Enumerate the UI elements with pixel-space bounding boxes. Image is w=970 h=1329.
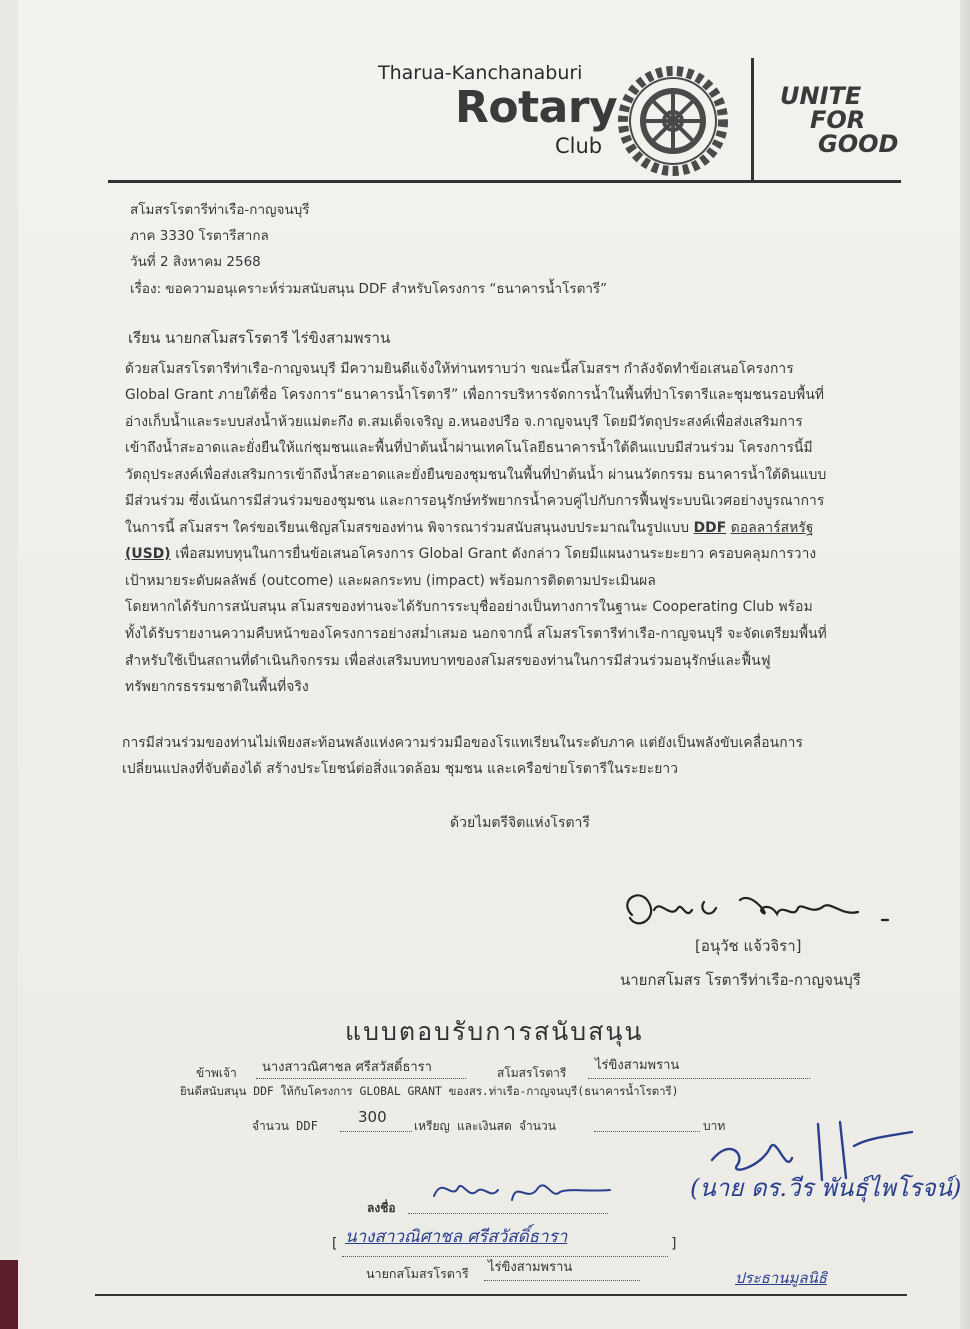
body-line: มีส่วนร่วม ซึ่งเน้นการมีส่วนร่วมของชุมชน และการอนุรักษ์ทรัพยากรน้ำควบคู่ไปกับการฟื้นฟูระบบนิเวศอย่างบูรณาการ <box>125 493 825 509</box>
handwritten-annotation: (นาย ดร.วีร พันธุ์ไพโรจน์) <box>690 1174 962 1202</box>
district-line: ภาค 3330 โรตารีสากล <box>130 228 269 244</box>
body-line: อ่างเก็บน้ำและระบบส่งน้ำห้วยแม่ตะกึง ต.สมเด็จเจริญ อ.หนองปรือ จ.กาญจนบุรี โดยมีวัตถุประสงค์เพื่อส่งเสริมการ <box>125 414 803 430</box>
complimentary-close: ด้วยไมตรีจิตแห่งโรตารี <box>450 815 590 831</box>
form-label: นายกสโมสรโรตารี <box>366 1266 469 1281</box>
body-line: (USD) เพื่อสมทบทุนในการยื่นข้อเสนอโครงการ Global Grant ดังกล่าว โดยมีแผนงานระยะยาว ครอบคลุมการวาง <box>125 546 817 562</box>
form-label: ข้าพเจ้า <box>196 1066 237 1080</box>
slogan: UNITE FOR GOOD <box>780 82 899 158</box>
body-line: ด้วยสโมสรโรตารีท่าเรือ-กาญจนบุรี มีความยินดีแจ้งให้ท่านทราบว่า ขณะนี้สโมสรฯ กำลังจัดทำข้อเสนอโครงการ <box>125 361 794 377</box>
form-label: ลงชื่อ <box>367 1201 396 1215</box>
form-label: จำนวน DDF <box>252 1119 318 1133</box>
form-label: เหรียญ และเงินสด จำนวน <box>414 1119 556 1133</box>
president-club: ไร่ขิงสามพราน <box>488 1260 573 1275</box>
closing-paragraph-line: เปลี่ยนแปลงที่จับต้องได้ สร้างประโยชน์ต่อสิ่งแวดล้อม ชุมชน และเครือข่ายโรตารีในระยะยาว <box>122 761 679 777</box>
salutation: เรียน นายกสโมสรโรตารี ไร่ขิงสามพราน <box>128 329 391 347</box>
form-title: แบบตอบรับการสนับสนุน <box>345 1017 644 1046</box>
date-line: วันที่ 2 สิงหาคม 2568 <box>130 254 261 270</box>
signer-title: นายกสโมสร โรตารีท่าเรือ-กาญจนบุรี <box>620 971 861 989</box>
form-label: บาท <box>703 1119 726 1133</box>
rotary-wheel-logo <box>612 60 734 182</box>
club-name: Rotary <box>455 82 618 133</box>
subject-line: เรื่อง: ขอความอนุเคราะห์ร่วมสนับสนุน DDF สำหรับโครงการ “ธนาคารน้ำโรตารี” <box>130 281 608 297</box>
responder-signature <box>428 1170 618 1210</box>
body-line: วัตถุประสงค์เพื่อส่งเสริมการเข้าถึงน้ำสะอาดและยั่งยืนของชุมชนในพื้นที่ป่าต้นน้ำ ผ่านนวัตกรรม ธนาคารน้ำใต้ดินแบบ <box>125 467 827 483</box>
responder-printed-name: นางสาวณิศาชล ศรีสวัสดิ์ธารา <box>345 1227 568 1247</box>
footer-rule <box>95 1294 907 1296</box>
body-line: สำหรับใช้เป็นสถานที่ดำเนินกิจกรรม เพื่อส่งเสริมบทบาทของสโมสรของท่านในการมีส่วนร่วมอนุรักษ์และฟื้นฟู <box>125 653 771 669</box>
president-signature <box>612 880 912 940</box>
responder-club: ไร่ขิงสามพราน <box>595 1058 680 1073</box>
body-line: เป้าหมายระดับผลลัพธ์ (outcome) และผลกระทบ (impact) พร้อมการติดตามประเมินผล <box>125 573 656 589</box>
form-support-line: ยินดีสนับสนุน DDF ให้กับโครงการ GLOBAL GRANT ของสร.ท่าเรือ-กาญจนบุรี(ธนาคารน้ำโรตารี) <box>180 1084 679 1098</box>
sender-line: สโมสรโรตารีท่าเรือ-กาญจนบุรี <box>130 202 310 218</box>
usd-term: (USD) <box>125 546 171 562</box>
body-line: ในการนี้ สโมสรฯ ใคร่ขอเรียนเชิญสโมสรของท่าน พิจารณาร่วมสนับสนุนงบประมาณในรูปแบบ DDF ดอลลาร์สหรัฐ <box>125 520 814 536</box>
usd-term: ดอลลาร์สหรัฐ <box>730 520 814 536</box>
body-line: Global Grant ภายใต้ชื่อ โครงการ“ธนาคารน้ำโรตารี” เพื่อการบริหารจัดการน้ำในพื้นที่ป่าโรตารีและชุมชนรอบพื้นที่ <box>125 387 825 403</box>
header-divider <box>751 58 754 182</box>
club-location: Tharua-Kanchanaburi <box>378 62 583 84</box>
responder-name: นางสาวณิศาชล ศรีสวัสดิ์ธารา <box>262 1060 432 1075</box>
form-label: สโมสรโรตารี <box>497 1066 567 1080</box>
ddf-amount: 300 <box>358 1108 387 1126</box>
background-edge <box>0 1260 18 1329</box>
handwritten-role: ประธานมูลนิธิ <box>735 1269 827 1287</box>
header-rule <box>108 180 901 183</box>
club-suffix: Club <box>555 134 603 158</box>
signer-name: [อนุวัช แจ้วจิรา] <box>695 937 802 955</box>
body-line: โดยหากได้รับการสนับสนุน สโมสรของท่านจะได้รับการระบุชื่ออย่างเป็นทางการในฐานะ Cooperating Club พร้อม <box>125 599 813 615</box>
closing-paragraph-line: การมีส่วนร่วมของท่านไม่เพียงสะท้อนพลังแห่งความร่วมมือของโรแทเรียนในระดับภาค แต่ยังเป็นพลังขับเคลื่อนการ <box>122 735 804 751</box>
body-line: เข้าถึงน้ำสะอาดและยั่งยืนให้แก่ชุมชนและพื้นที่ป่าต้นน้ำผ่านเทคโนโลยีธนาคารน้ำใต้ดินแบบมีส่วนร่วม โครงการนี้มี <box>125 440 813 456</box>
ddf-term: DDF <box>693 520 727 536</box>
body-line: ทั้งได้รับรายงานความคืบหน้าของโครงการอย่างสม่ำเสมอ นอกจากนี้ สโมสรโรตารีท่าเรือ-กาญจนบุรี จะจัดเตรียมพื้นที่ <box>125 626 827 642</box>
body-line: ทรัพยากรธรรมชาติในพื้นที่จริง <box>125 679 309 695</box>
